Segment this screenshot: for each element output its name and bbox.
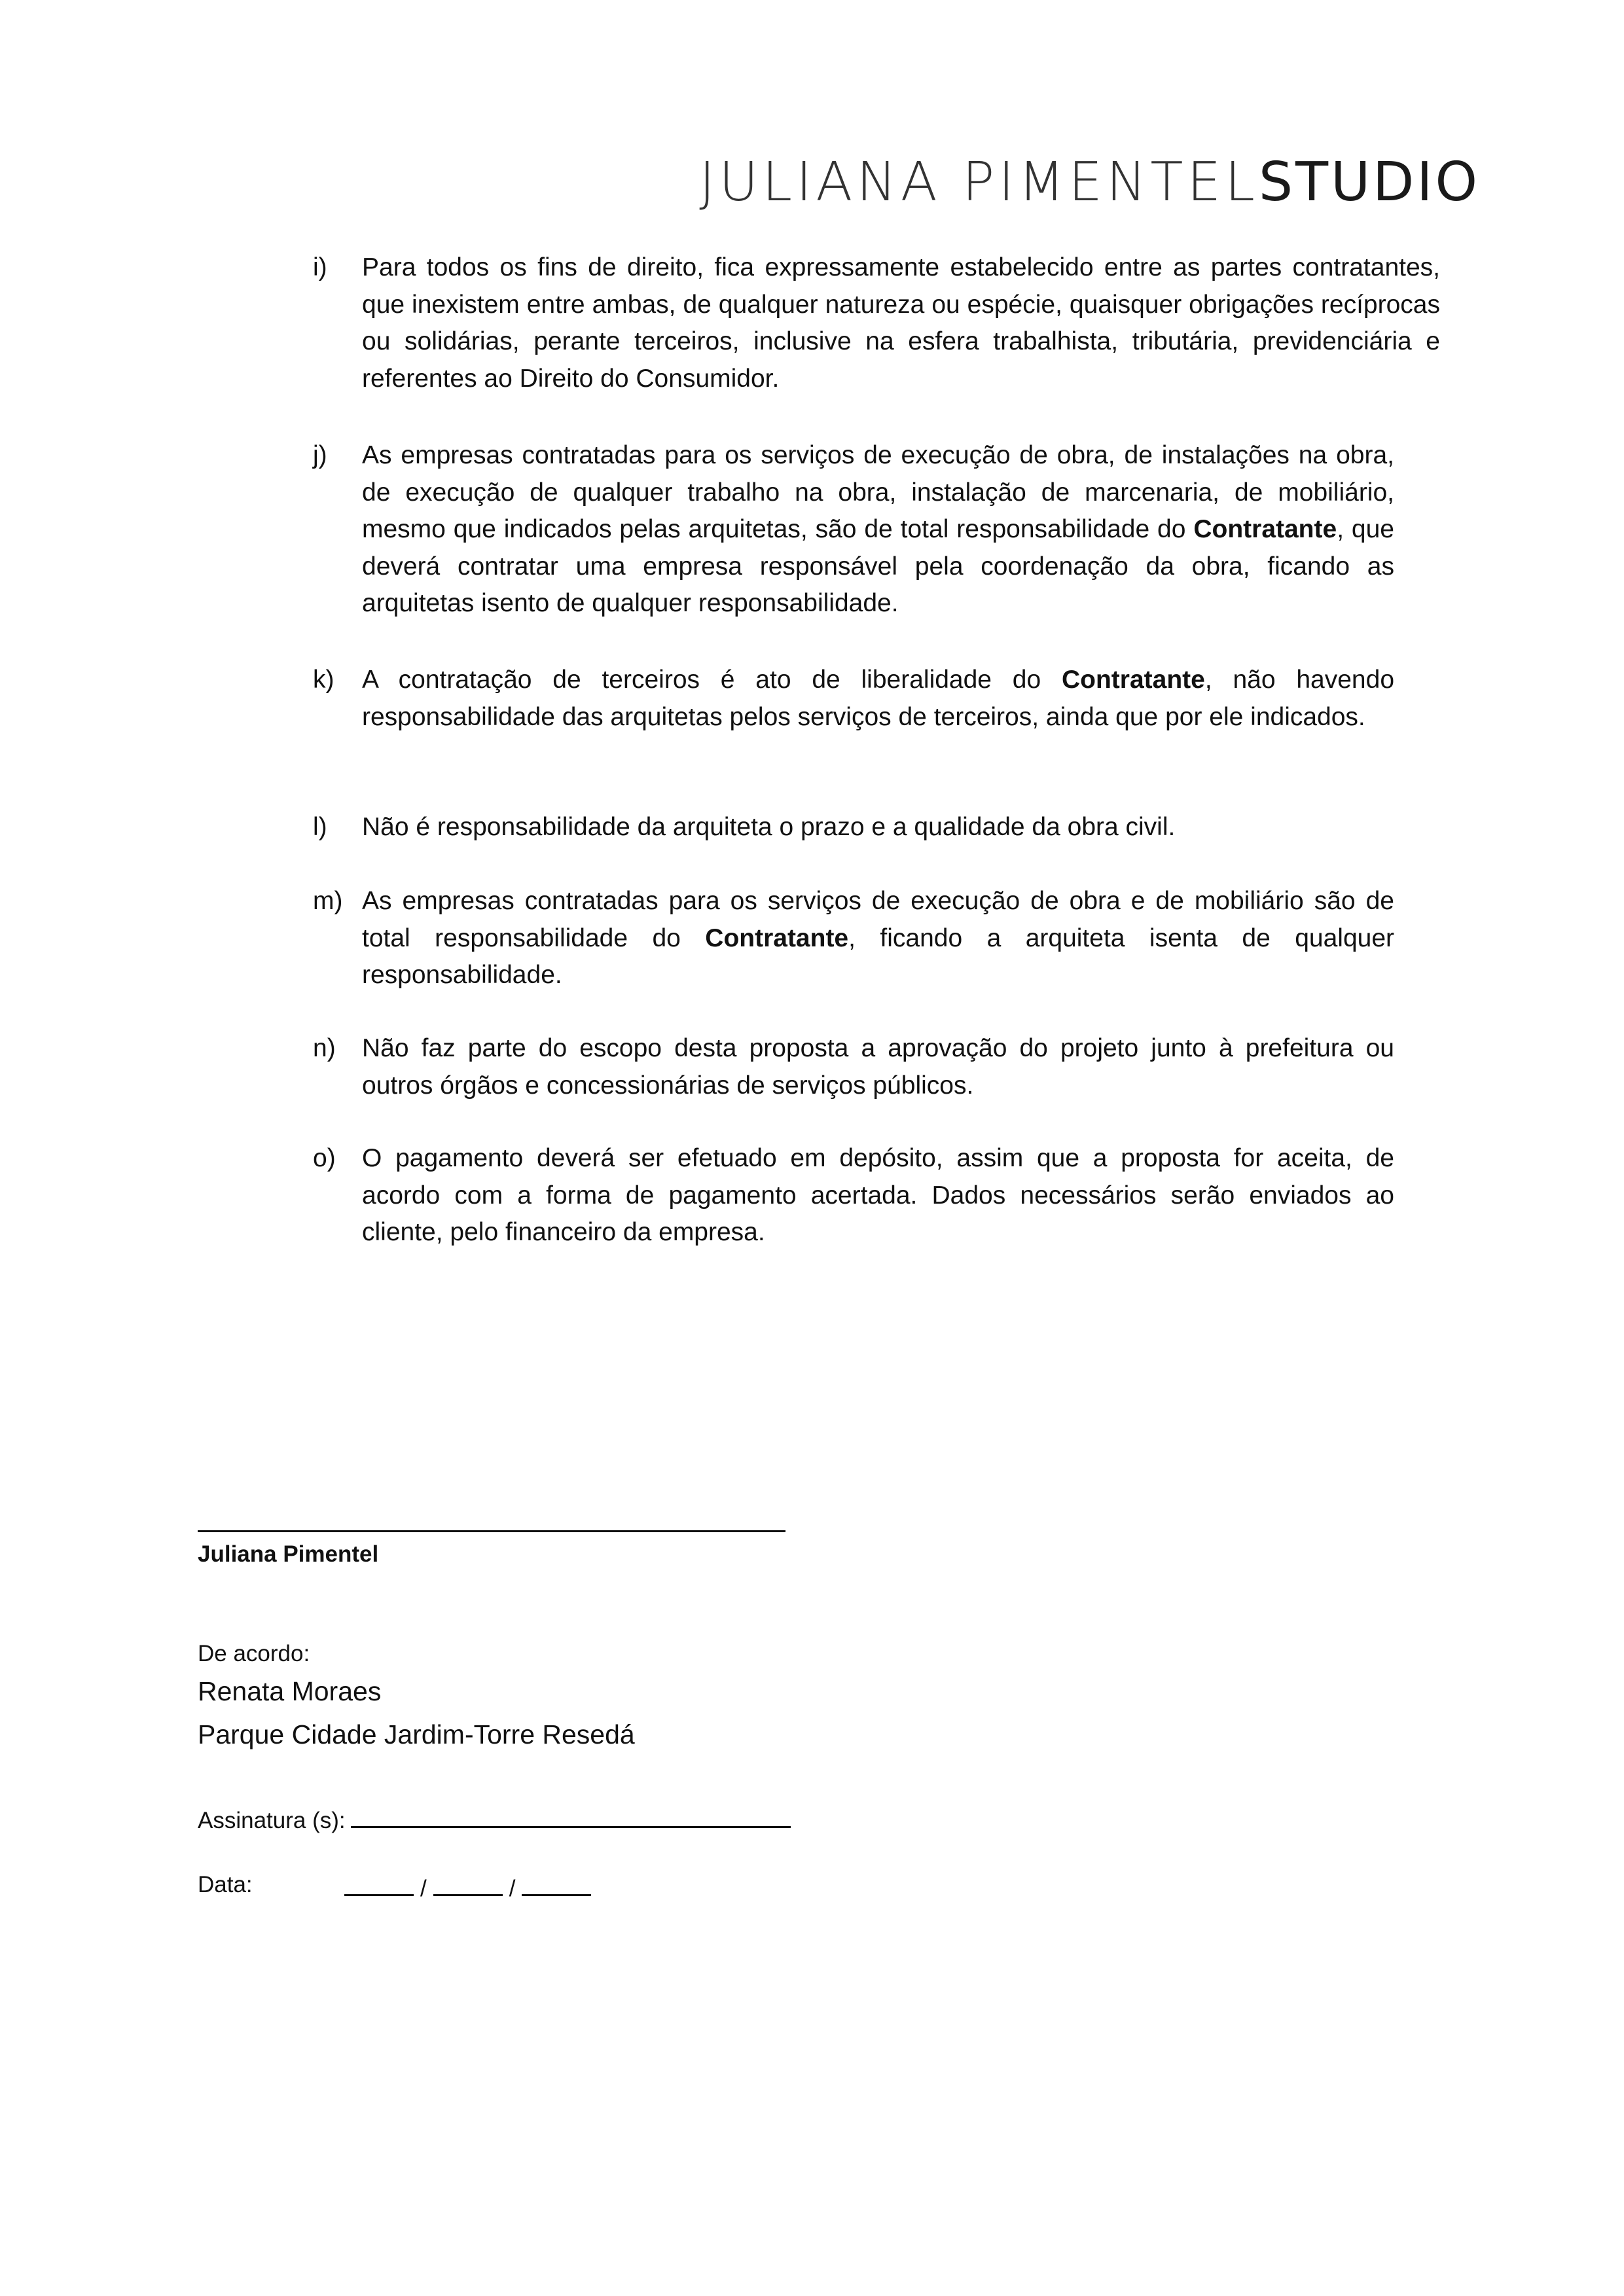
date-separator: / [420, 1876, 427, 1901]
clause-text: O pagamento deverá ser efetuado em depósito, assim que a proposta for aceita, de acordo com a forma de pagamento acertada. Dados necessários serão enviados ao cliente, pelo financeiro da empresa. [362, 1144, 1394, 1246]
date-month-blank[interactable] [433, 1872, 503, 1896]
clause-marker: m) [313, 887, 343, 915]
signature-line [198, 1530, 785, 1532]
clause-text: A contratação de terceiros é ato de liberalidade do Contratante, não havendo responsabilidade das arquitetas pelos serviços de terceiros, ainda que por ele indicados. [362, 666, 1395, 731]
clause-text: As empresas contratadas para os serviços de execução de obra e de mobiliário são de total responsabilidade do Contratante, ficando a arquiteta isenta de qualquer responsabilidade. [362, 887, 1395, 989]
date-label: Data: [198, 1872, 253, 1897]
clause-text: As empresas contratadas para os serviços de execução de obra, de instalações na obra, de execução de qualquer trabalho na obra, instalação de marcenaria, de mobiliário, mesmo que indicados pelas arquitetas, são de total responsabilidade do Contratante, que deverá contratar uma empresa responsável pela coordenação da obra, ficando as arquitetas isento de qualquer responsabilidade. [362, 441, 1394, 617]
bold-term: Contratante [1193, 515, 1337, 543]
bold-term: Contratante [705, 924, 849, 952]
logo-studio-text: STUDIO [1258, 151, 1480, 213]
studio-logo [699, 151, 1480, 213]
clause-marker: k) [313, 666, 334, 694]
signature-blank[interactable] [351, 1804, 791, 1828]
logo-main-text: JULIANA PIMENTEL [699, 151, 1259, 213]
signature-label: Assinatura (s): [198, 1808, 346, 1833]
clause-marker: n) [313, 1034, 336, 1062]
agreement-label: De acordo: [198, 1641, 310, 1666]
date-fields [344, 1872, 591, 1902]
clause-text: Não é responsabilidade da arquiteta o prazo e a qualidade da obra civil. [362, 813, 1176, 841]
signatory-name: Juliana Pimentel [198, 1541, 379, 1567]
client-name: Renata Moraes [198, 1676, 382, 1706]
clause-marker: i) [313, 253, 327, 281]
clause-marker: l) [313, 813, 327, 841]
clause-marker: j) [313, 441, 327, 469]
client-place: Parque Cidade Jardim-Torre Resedá [198, 1719, 635, 1749]
client-signature-row [198, 1804, 791, 1834]
date-separator: / [509, 1876, 516, 1901]
clause-text: Não faz parte do escopo desta proposta a aprovação do projeto junto à prefeitura ou outros órgãos e concessionárias de serviços públicos. [362, 1034, 1394, 1100]
date-day-blank[interactable] [344, 1872, 414, 1896]
clause-text: Para todos os fins de direito, fica expressamente estabelecido entre as partes contratantes, que inexistem entre ambas, de qualquer natureza ou espécie, quaisquer obrigações recíprocas ou solidárias, perante terceiros, inclusive na esfera trabalhista, tributária, previdenciária e referentes ao Direito do Consumidor. [362, 253, 1440, 393]
clause-marker: o) [313, 1144, 336, 1172]
bold-term: Contratante [1062, 666, 1205, 694]
date-year-blank[interactable] [522, 1872, 591, 1896]
